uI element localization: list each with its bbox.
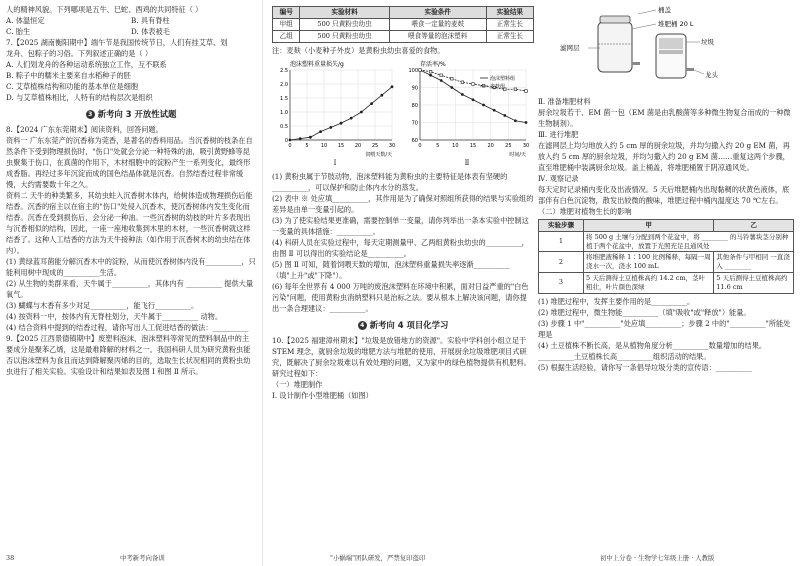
q9-sub-2: (2) 表中 ※ 处应填__________，其作用是为了确保对照组所获得的结果与实验组的差异是由单一变量引起的。	[272, 194, 534, 214]
y-tick-label: 60	[411, 138, 418, 144]
table-row	[539, 252, 794, 273]
x-tick-label: 30	[388, 143, 396, 149]
q9-sub-4: (4) 科研人员在实验过程中，每天定期测量甲、乙两组黄粉虫幼虫的__________，由图 Ⅱ 可以得出的实验结论是__________。	[272, 238, 529, 258]
q10-stem: 10.【2025 福建漳州期末】"垃圾是放错地方的资源"。实验中学科创小组立足于 STEM 理念，就厨余垃圾的堆肥方法与堆肥的使用，开展厨余垃圾堆肥项目式研究，既解决了厨余垃圾难以有效处理的问题，又为家中的绿色植物提供有机肥料。研究过程如下：	[272, 336, 531, 378]
fig-label-garbage: 垃圾	[701, 38, 714, 46]
x-axis-label: 时间/天	[509, 152, 526, 158]
page-fold	[262, 0, 263, 566]
data-point	[429, 70, 432, 73]
y-tick-label: 100	[408, 68, 418, 74]
q10-sub-5: (5) 根据生活经验，请你写一条倡导垃圾分类的宣传语：__________	[538, 362, 752, 372]
data-point	[360, 111, 363, 114]
compost-bin-figure	[538, 4, 794, 96]
x-tick-label: 10	[452, 143, 459, 149]
y-tick-label: 80	[411, 103, 418, 109]
table-cell: 喂食等量的泡沫塑料	[389, 31, 486, 43]
section-number-icon: 3	[86, 110, 95, 119]
q10-part1: （一）堆肥制作	[272, 380, 323, 389]
page-number: 38	[6, 554, 15, 562]
x-tick-label: 25	[505, 143, 512, 149]
table-cell: 乙组	[273, 31, 300, 43]
data-point	[340, 122, 343, 125]
x-tick-label: 20	[487, 143, 494, 149]
callout-line	[638, 10, 656, 14]
x-tick-label: 5	[305, 143, 309, 149]
q6-option-d: D. 体表被毛	[131, 27, 170, 36]
table-header: 实验条件	[389, 7, 486, 19]
y-tick-label: 70	[411, 120, 418, 127]
table-cell: 将堆肥液稀释 1∶100 比例稀释，每隔一周浇水一次，浇水 100 mL	[584, 252, 714, 273]
x-tick-label: 0	[418, 143, 422, 149]
q7-stem-line2: 龙舟、包粽子的习俗。下列叙述正确的是（ ）	[6, 49, 153, 58]
table-cell: 将 500 g 土壤与分配到两个花盆中，将 ________ 的马铃薯块茎分别种植于两个花盆中，放置于光照充足且通风处	[584, 231, 794, 252]
table-row	[273, 31, 534, 43]
middle-column	[272, 4, 534, 401]
step-3-title: Ⅲ. 进行堆肥	[538, 130, 579, 139]
q7-option-a: A. 人们划龙舟的各种运动系统独立工作，互不联系	[6, 60, 167, 69]
q7-option-c: C. 艾草植株结构和功能的基本单位是细胞	[6, 82, 139, 91]
step-2-text: 厨余垃圾若干、EM 菌一包（EM 菌是由乳酸菌等多种微生物复合而成的一种微生物制剂）。	[538, 108, 791, 128]
q8-material-1: 资料一 广东东莞产的沉香称为莞香，是著名的香料用品。当沉香树的枝条在自然条件下受到物理损伤时，"伤口"处就会分泌一种特殊的油，吸引黄野蜂等昆虫聚集于伤口，在真菌的作用下，木材细胞中的淀粉产生一系列变化，最终形成香脂。再经过多年沉淀而成的国色结晶体就是沉香。自然结香过程非常缓慢，大约需要数十年之久。	[6, 136, 253, 189]
y-tick-label: 0	[284, 138, 288, 144]
table-note: 注：麦麸（小麦种子外皮）是黄粉虫幼虫喜爱的食物。	[272, 46, 445, 55]
data-point	[482, 104, 485, 107]
plant-growth-table	[538, 219, 794, 294]
table-row	[539, 272, 794, 293]
data-point	[350, 117, 353, 120]
q8-sub-2: (2) 从生物的类群来看，天牛属于__________，其体内有 __________ 提供大量氧气。	[6, 279, 254, 299]
section-number-icon: 4	[358, 321, 367, 330]
data-point	[309, 136, 312, 139]
legend-label: 麦麸组	[490, 84, 506, 90]
chart-1-caption: Ⅰ	[333, 159, 337, 167]
data-point	[493, 109, 496, 112]
q10-sub-2: (2) 堆肥过程中，微生物能__________（填"吸收"或"释放"）能量。	[538, 307, 751, 317]
data-point	[419, 69, 422, 72]
x-axis-label: 饲喂天数/天	[365, 152, 392, 158]
garbage-layer	[659, 38, 683, 49]
table-header: 实验步骤	[539, 220, 584, 232]
q10-sub-4b: __________土豆植株长高__________组织活动的结果。	[538, 351, 711, 361]
table-cell: 500 只黄粉虫幼虫	[300, 31, 389, 43]
data-point	[472, 83, 475, 86]
q8-sub-1: (1) 黄绿蓝耳菌能分解沉香木中的淀粉，从而使沉香树体内没有__________，只能利用树中现成的__________生活。	[6, 257, 256, 277]
callout-line	[632, 24, 656, 29]
q6-option-a: A. 体温恒定	[6, 16, 45, 25]
data-point	[525, 90, 528, 93]
q6-stem: 人的精神风貌。下列哪项是五牛、巳蛇、酉鸡的共同特征（ ）	[6, 5, 203, 14]
x-tick-label: 15	[469, 143, 477, 149]
x-tick-label: 5	[436, 143, 440, 149]
table-cell: 5 天后测得土豆植株高约 11.6 cm	[714, 272, 794, 293]
table-cell: 2	[539, 252, 584, 273]
section4-heading	[272, 320, 534, 331]
charts-row	[272, 58, 534, 169]
q9-sub-1: (1) 黄粉虫属于节肢动物，泡沫塑料能为黄粉虫的主要特征是体表有坚硬的__________，可以保护和防止体内水分的蒸发。	[272, 172, 508, 192]
x-tick-label: 30	[522, 143, 530, 149]
data-point	[503, 114, 506, 117]
left-column	[6, 4, 256, 377]
bin-lid	[600, 16, 630, 23]
q9-sub-3: (3) 为了使实验结果更准确，需要控制单一变量，请你列举出一条本实验中控制这一变量的具体措施：__________。	[272, 216, 529, 236]
chart-2-svg	[402, 58, 532, 158]
q10-sub-3: (3) 步骤 1 中"__________"处应填__________；步骤 2 中的"__________"所能处理是	[538, 318, 791, 339]
q7-option-d: D. 与艾草植株相比，人特有的结构层次是组织	[6, 93, 153, 102]
bin-body	[598, 22, 632, 72]
callout-line	[694, 70, 704, 74]
data-point	[514, 88, 517, 91]
data-point	[329, 126, 332, 129]
q7-stem-line1: 7.【2025 湖南衡阳期中】端午节是我国传统节日，人们有挂艾草、划	[6, 38, 228, 47]
table-cell: 喂食一定量的麦麸	[389, 19, 486, 31]
table-cell: 500 只黄粉虫幼虫	[300, 19, 389, 31]
q10-step1: Ⅰ. 设计制作小型堆肥桶（如图）	[272, 391, 373, 400]
table-cell: 5 天后测得土豆植株高约 14.2 cm，茎叶粗壮，叶片颜色深绿	[584, 272, 714, 293]
tap-icon	[632, 62, 640, 65]
chart-1	[272, 58, 398, 169]
q8-sub-5: (4) 结合资料中提到的结香过程，请你写出人工促进结香的做法：__________	[6, 323, 249, 332]
chart-1-svg	[272, 58, 398, 158]
q7-option-b: B. 粽子中的糯米主要来自水稻种子的胚	[6, 71, 131, 80]
y-tick-label: 1.0	[280, 110, 288, 116]
part-2-title: （二）堆肥对植物生长的影响	[538, 207, 632, 216]
table-row	[273, 19, 534, 31]
footer-left: 中考新考向备训	[120, 554, 165, 562]
data-point	[440, 74, 443, 77]
experiment-table	[272, 6, 534, 43]
data-point	[299, 137, 302, 140]
data-point	[525, 121, 528, 124]
q9-sub-5: (5) 图 Ⅱ 可知，随着饲喂天数的增加，泡沫塑料重量损失率逐渐__________（填"上升"或"下降"）。	[272, 260, 510, 280]
x-tick-label: 20	[354, 143, 362, 149]
y-tick-label: 2.0	[280, 82, 288, 88]
y-tick-label: 1.5	[280, 96, 288, 102]
table-cell: 正常生长	[486, 31, 533, 43]
table-row	[539, 231, 794, 252]
x-tick-label: 0	[288, 143, 292, 149]
chart-2	[402, 58, 532, 169]
data-point	[472, 98, 475, 101]
q8-material-2: 资料二 天牛的种类繁多，其幼虫蛀入沉香树木体内，给树体造成物理损伤后能结香。沉香的宿主以在宿主的"伤口"处侵入沉香木，使沉香树体内发生变化而结香。沉香在受到损伤后，会分泌一种油。一些沉香树的幼枝的叶片多表现出与沉香相似的结构，因此，一座一座地收集到木里的木材，一些沉香树就这样结香了。这种人工结香的方法为天牛接种法（如作用于沉香树木的幼虫结在体内）。	[6, 191, 253, 255]
chart-2-caption: Ⅱ	[464, 159, 470, 167]
q6-option-c: C. 胎生	[6, 27, 31, 36]
table-cell: 其他条件与甲相同 一直浇入 ________	[714, 252, 794, 273]
step-4-text: 每天定时记录桶内变化及出液情况。5 天后堆肥桶内出现黏稠的状黄色液体，底部伴有白色沉淀物，散发出较微的酸味，堆肥过程中桶内温度达 70 ℃左右。	[538, 185, 790, 205]
step-4-title: Ⅳ. 观察记录	[538, 174, 579, 183]
footer-right: 初中上分卷 · 生物学七年级上册 · 人教版	[600, 554, 715, 562]
step-2-title: Ⅱ. 准备堆肥材料	[538, 97, 591, 106]
x-tick-label: 15	[337, 143, 345, 149]
table-header: 乙	[714, 220, 794, 232]
section3-heading	[6, 109, 256, 120]
data-point	[289, 139, 292, 142]
chart-title: 存活率/%	[420, 61, 446, 68]
data-point	[514, 119, 517, 122]
step-3-text: 在滤网层上均匀地放入约 5 cm 厚的厨余垃圾，并均匀撒入约 20 g EM 菌，再放入约 5 cm 厚的厨余垃圾，并均匀撒入约 20 g EM 菌……重复这两个步骤，直至堆肥桶中装满厨余垃圾。盖上桶盖，将堆肥桶置于阴凉通风处。	[538, 141, 790, 172]
footer-center: "小蜗端"团队研发，严禁复印盗印	[330, 554, 426, 562]
fig-label-lid: 桶盖	[658, 6, 671, 14]
table-cell: 甲组	[273, 19, 300, 31]
section3-title: 新考向 3 开放性试题	[97, 109, 177, 119]
table-header: 实验结果	[486, 7, 533, 19]
q8-sub-4: (4) 按资料一中，按体内有无脊柱划分，天牛属于__________ 动物。	[6, 312, 223, 321]
section4-title: 新考向 4 项目化学习	[369, 320, 449, 330]
table-cell: 正常生长	[486, 19, 533, 31]
q10-sub-4: (4) 土豆植株不断长高，是从植物角度分析__________数量增加的结果。	[538, 340, 767, 350]
table-cell: 1	[539, 231, 584, 252]
tap-icon	[686, 68, 694, 71]
q6-option-b: B. 具有脊柱	[131, 16, 170, 25]
table-header: 实验材料	[300, 7, 389, 19]
compost-bin-illustration	[538, 4, 738, 96]
x-tick-label: 10	[320, 143, 328, 149]
data-point	[319, 130, 322, 133]
fig-label-filter: 滤网层	[560, 44, 580, 52]
y-tick-label: 2.5	[280, 68, 288, 74]
data-point	[429, 74, 432, 77]
q8-head: 8.【2024 广东东莞期末】阅读资料，回答问题。	[6, 125, 163, 134]
x-tick-label: 25	[371, 143, 379, 149]
right-column	[538, 4, 794, 373]
data-point	[461, 93, 464, 96]
q9-stem: 9.【2025 江西景德镇期中】废塑料泡沫、泡沫塑料等常见的塑料制品中的主要成分是聚苯乙烯，这是最难降解的材料之一。我国科研人员为研究黄粉虫能否以泡沫塑料为食且而达到降解聚丙烯的目的，选取生长状况相同的黄粉虫幼虫进行了相关实验。实验设计和结果如表及图 Ⅰ 和图 Ⅱ 所示。	[6, 334, 251, 376]
y-tick-label: 90	[411, 85, 418, 92]
table-cell: 3	[539, 272, 584, 293]
filter-layer	[659, 50, 683, 54]
data-point	[380, 94, 383, 97]
table-header: 甲	[584, 220, 714, 232]
fig-label-bin: 堆肥桶 20 L	[658, 20, 694, 28]
data-point	[450, 86, 453, 89]
q9-sub-6: (6) 每年全世界有 4 000 万吨的废泡沫塑料在环境中积累，面对日益严重的"白色污染"问题，使用黄粉虫消纳塑料只是治标之法。要从根本上解决该问题，请你提出一条合理建议：__________。	[272, 282, 529, 313]
data-point	[391, 85, 394, 88]
y-tick-label: 0.5	[280, 124, 288, 130]
data-point	[451, 77, 454, 80]
q6-options	[6, 15, 256, 37]
data-point	[461, 81, 464, 84]
data-point	[370, 102, 373, 105]
fig-label-tap: 龙头	[705, 71, 718, 79]
data-point	[440, 79, 443, 82]
q10-sub-1: (1) 堆肥过程中，发挥主要作用的是__________。	[538, 296, 695, 306]
q8-sub-3: (3) 蝴蝶与木香有多少对足__________，能飞行__________。	[6, 301, 199, 310]
chart-title: 泡沫塑料重量损失/g	[290, 61, 344, 68]
legend-label: 泡沫塑料组	[490, 76, 516, 82]
table-header: 编号	[273, 7, 300, 19]
